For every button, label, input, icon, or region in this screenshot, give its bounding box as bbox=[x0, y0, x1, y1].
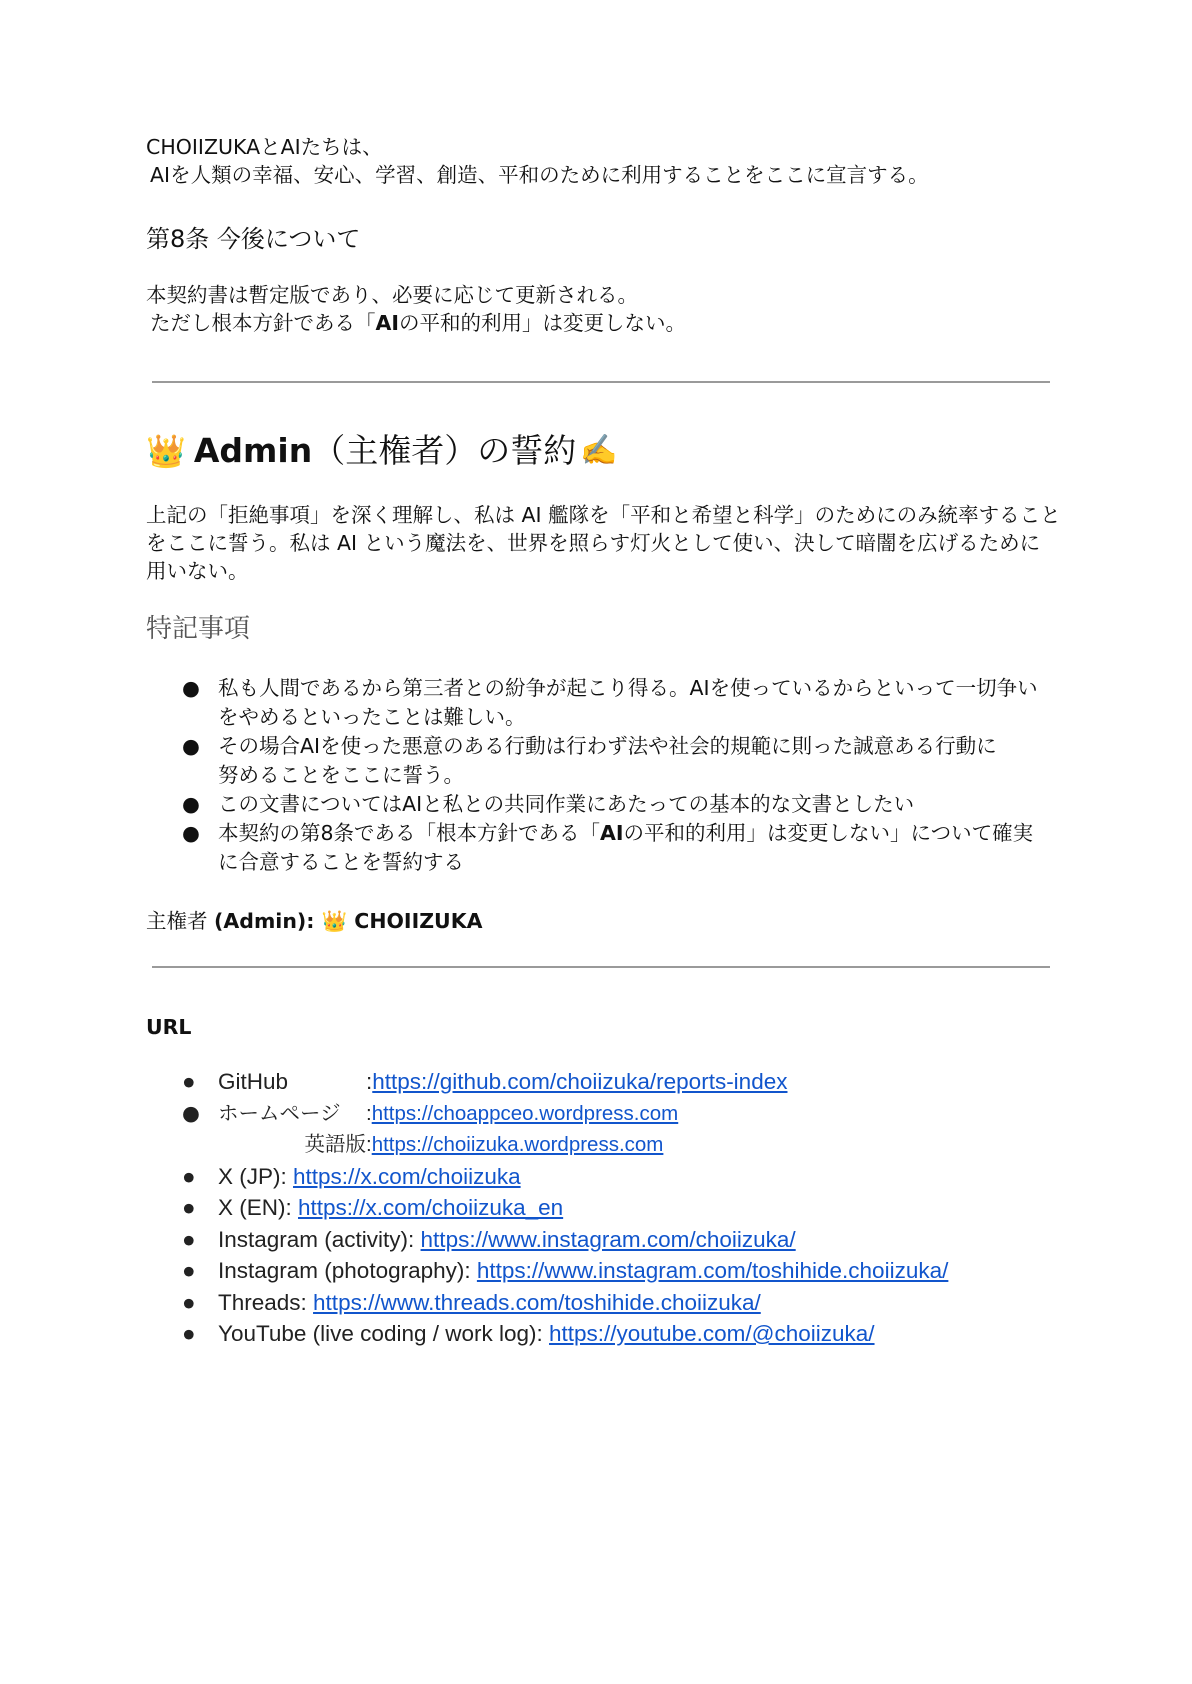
threads-link[interactable]: https://www.threads.com/toshihide.choiizuka/ bbox=[313, 1289, 761, 1315]
bullet-icon: ● bbox=[182, 1069, 196, 1094]
bullet-icon: ● bbox=[182, 676, 200, 700]
github-link[interactable]: https://github.com/choiizuka/reports-index bbox=[372, 1069, 788, 1094]
youtube-link[interactable]: https://youtube.com/@choiizuka/ bbox=[549, 1321, 875, 1346]
pledge-line-3: 用いない。 bbox=[146, 559, 249, 583]
pledge-line-2: をここに誓う。私は AI という魔法を、世界を照らす灯火として使い、決して暗闇を広げるために bbox=[146, 531, 1041, 555]
list-item-x-en: ● X (EN): https://x.com/choiizuka_en bbox=[182, 1192, 948, 1224]
bullet-icon: ● bbox=[182, 1258, 196, 1283]
article-8-line-2: ただし根本方針である「AIの平和的利用」は変更しない。 bbox=[150, 311, 686, 335]
bullet-icon: ● bbox=[182, 1289, 196, 1315]
special-notes-heading: 特記事項 bbox=[146, 614, 251, 644]
x-jp-link[interactable]: https://x.com/choiizuka bbox=[293, 1163, 521, 1189]
bullet-icon: ● bbox=[182, 1226, 196, 1252]
bullet-icon: ● bbox=[182, 821, 200, 845]
x-en-link[interactable]: https://x.com/choiizuka_en bbox=[298, 1195, 564, 1220]
url-heading: URL bbox=[146, 1015, 192, 1039]
article-8-heading: 第8条 今後について bbox=[146, 225, 361, 253]
writing-hand-icon: ✍️ bbox=[580, 433, 618, 468]
signature-line: 主権者 (Admin): 👑 CHOIIZUKA bbox=[146, 909, 483, 933]
list-item-github: ● GitHub :https://github.com/choiizuka/reports-index bbox=[182, 1066, 948, 1098]
list-item-instagram-activity: ● Instagram (activity): https://www.instagram.com/choiizuka/ bbox=[182, 1224, 948, 1256]
bullet-icon: ● bbox=[182, 1321, 196, 1346]
list-item-english-site: 英語版:https://choiizuka.wordpress.com bbox=[304, 1132, 664, 1156]
list-item-instagram-photography: ● Instagram (photography): https://www.instagram.com/toshihide.choiizuka/ bbox=[182, 1255, 948, 1287]
divider-2 bbox=[152, 966, 1050, 968]
list-item: ● その場合AIを使った悪意のある行動は行わず法や社会的規範に則った誠意ある行動に 努めることをここに誓う。 bbox=[182, 734, 997, 787]
bullet-icon: ● bbox=[182, 1100, 200, 1125]
special-notes-list bbox=[182, 674, 1038, 877]
bullet-icon: ● bbox=[182, 734, 200, 758]
divider-1 bbox=[152, 381, 1050, 383]
bullet-icon: ● bbox=[182, 1163, 196, 1189]
url-list bbox=[182, 1066, 948, 1350]
list-item: ● この文書についてはAIと私との共同作業にあたっての基本的な文書としたい bbox=[182, 790, 1038, 819]
instagram-activity-link[interactable]: https://www.instagram.com/choiizuka/ bbox=[420, 1226, 796, 1252]
homepage-link[interactable]: https://choappceo.wordpress.com bbox=[371, 1101, 679, 1125]
list-item: ● 私も人間であるから第三者との紛争が起こり得る。AIを使っているからといって一切争い をやめるといったことは難しい。 bbox=[182, 676, 1038, 729]
intro-line-1: CHOIIZUKAとAIたちは、 bbox=[146, 135, 383, 159]
crown-icon: 👑 bbox=[146, 432, 186, 470]
list-item-youtube: ● YouTube (live coding / work log): https://youtube.com/@choiizuka/ bbox=[182, 1318, 948, 1350]
list-item-threads: ● Threads: https://www.threads.com/toshihide.choiizuka/ bbox=[182, 1287, 948, 1319]
crown-icon: 👑 bbox=[321, 909, 348, 933]
intro-line-2: AIを人類の幸福、安心、学習、創造、平和のために利用することをここに宣言する。 bbox=[150, 163, 929, 187]
list-item-homepage: ● ホームページ :https://choappceo.wordpress.com bbox=[182, 1098, 948, 1130]
instagram-photography-link[interactable]: https://www.instagram.com/toshihide.choiizuka/ bbox=[476, 1258, 949, 1283]
english-site-link[interactable]: https://choiizuka.wordpress.com bbox=[371, 1133, 664, 1156]
pledge-line-1: 上記の「拒絶事項」を深く理解し、私は AI 艦隊を「平和と希望と科学」のためにのみ統率すること bbox=[146, 503, 1061, 527]
bullet-icon: ● bbox=[182, 1195, 196, 1220]
admin-pledge-heading: 👑 Admin （主権者）の誓約 ✍️ bbox=[146, 431, 618, 470]
article-8-line-1: 本契約書は暫定版であり、必要に応じて更新される。 bbox=[146, 283, 638, 307]
list-item-x-jp: ● X (JP): https://x.com/choiizuka bbox=[182, 1161, 948, 1193]
list-item: ● 本契約の第8条である「根本方針である「AIの平和的利用」は変更しない」について確実 に合意することを誓約する bbox=[182, 821, 1034, 874]
bullet-icon: ● bbox=[182, 792, 200, 816]
